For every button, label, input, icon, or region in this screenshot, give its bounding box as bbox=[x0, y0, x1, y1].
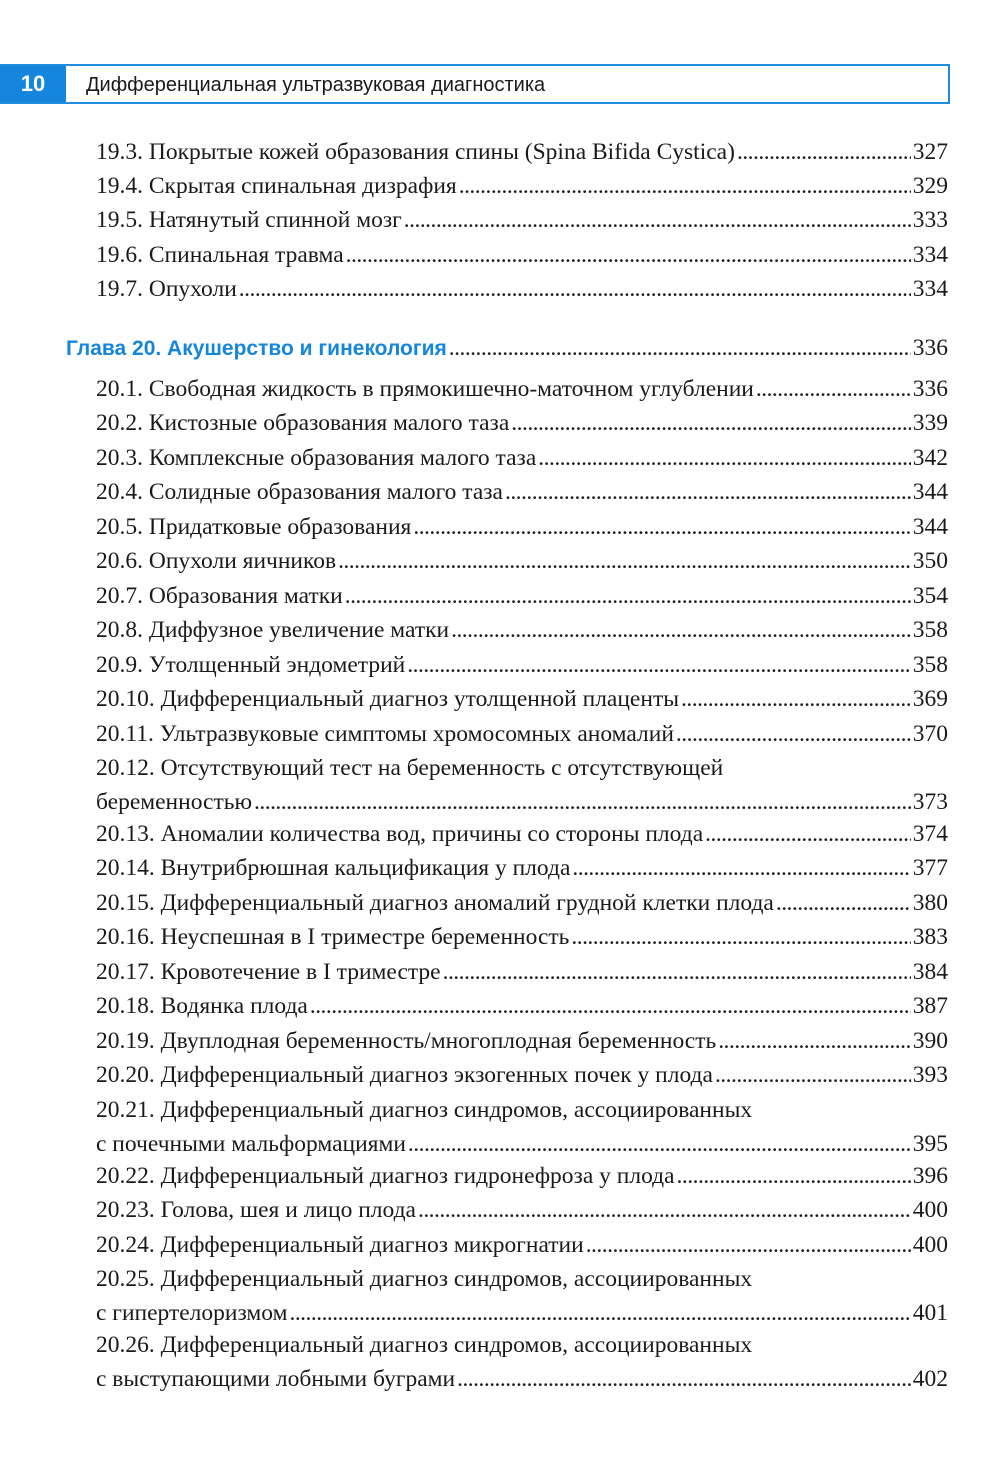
toc-entry-20-25 bbox=[96, 1262, 948, 1330]
leader-dots bbox=[572, 851, 910, 885]
toc-page-number: 400 bbox=[912, 1197, 948, 1223]
toc-page-number: 370 bbox=[912, 721, 948, 747]
toc-entry-label-line1: 20.21. Дифференциальный диагноз синдромов, ассоциированных bbox=[96, 1097, 753, 1123]
toc-page-number: 396 bbox=[912, 1163, 948, 1189]
toc-page-number: 369 bbox=[912, 686, 948, 712]
leader-dots bbox=[254, 785, 911, 819]
toc-page-number: 402 bbox=[912, 1366, 948, 1392]
toc-entry-label: 20.14. Внутрибрюшная кальцификация у плода bbox=[96, 855, 571, 881]
toc-entry-label: 20.13. Аномалии количества вод, причины со стороны плода bbox=[96, 821, 704, 847]
toc-page-number: 374 bbox=[912, 821, 948, 847]
toc-entry-20-11 bbox=[96, 717, 948, 751]
toc-entry-19-3 bbox=[96, 135, 948, 169]
toc-entry-20-21 bbox=[96, 1093, 948, 1161]
leader-dots bbox=[681, 682, 911, 716]
toc-entry-label: 20.15. Дифференциальный диагноз аномалий грудной клетки плода bbox=[96, 890, 774, 916]
leader-dots bbox=[676, 717, 911, 751]
leader-dots bbox=[505, 475, 911, 509]
toc-page-number: 342 bbox=[912, 445, 948, 471]
leader-dots bbox=[310, 989, 911, 1023]
toc-entry-label: 20.19. Двуплодная беременность/многоплодная беременность bbox=[96, 1028, 717, 1054]
toc-entry-label: 20.5. Придатковые образования bbox=[96, 514, 412, 540]
leader-dots bbox=[418, 1193, 911, 1227]
leader-dots bbox=[289, 1296, 910, 1330]
toc-page-number: 339 bbox=[912, 410, 948, 436]
leader-dots bbox=[586, 1228, 911, 1262]
toc-entry-20-1 bbox=[96, 372, 948, 406]
toc-entry-20-20 bbox=[96, 1058, 948, 1092]
toc-entry-label: 20.17. Кровотечение в I триместре bbox=[96, 959, 441, 985]
leader-dots bbox=[443, 955, 911, 989]
toc-entry-label: 20.3. Комплексные образования малого таза bbox=[96, 445, 537, 471]
leader-dots bbox=[346, 238, 911, 272]
leader-dots bbox=[705, 817, 911, 851]
toc-page-number: 395 bbox=[912, 1131, 948, 1157]
leader-dots bbox=[345, 579, 911, 613]
toc-page-number: 327 bbox=[912, 139, 948, 165]
page-number-badge: 10 bbox=[0, 66, 66, 102]
toc-entry-20-14 bbox=[96, 851, 948, 885]
leader-dots bbox=[571, 920, 910, 954]
leader-dots bbox=[408, 1127, 911, 1161]
toc-entry-20-2 bbox=[96, 406, 948, 440]
toc-page-number: 354 bbox=[912, 583, 948, 609]
toc-page-number: 344 bbox=[912, 479, 948, 505]
toc-entry-20-24 bbox=[96, 1228, 948, 1262]
toc-entry-label: 20.16. Неуспешная в I триместре беременность bbox=[96, 924, 570, 950]
leader-dots bbox=[449, 331, 911, 365]
toc-page-number: 334 bbox=[912, 276, 948, 302]
toc-page-number: 333 bbox=[912, 207, 948, 233]
toc-entry-label: 20.10. Дифференциальный диагноз утолщенной плаценты bbox=[96, 686, 680, 712]
toc-entry-label: беременностью bbox=[96, 789, 253, 815]
toc-entry-20-15 bbox=[96, 886, 948, 920]
toc-entry-20-23 bbox=[96, 1193, 948, 1227]
leader-dots bbox=[404, 203, 911, 237]
leader-dots bbox=[451, 613, 911, 647]
toc-entry-label: 19.4. Скрытая спинальная дизрафия bbox=[96, 173, 457, 199]
toc-entry-20-17 bbox=[96, 955, 948, 989]
toc-entry-label: 19.3. Покрытые кожей образования спины (Spina Bifida Cystica) bbox=[96, 139, 735, 165]
chapter-title: Глава 20. Акушерство и гинекология bbox=[66, 337, 447, 360]
toc-entry-label: 20.20. Дифференциальный диагноз экзогенных почек у плода bbox=[96, 1062, 713, 1088]
toc-entry-19-5 bbox=[96, 203, 948, 237]
leader-dots bbox=[737, 135, 911, 169]
toc-entry-label: 20.22. Дифференциальный диагноз гидронефроза у плода bbox=[96, 1163, 675, 1189]
toc-entry-label: 20.6. Опухоли яичников bbox=[96, 548, 337, 574]
toc-page-number: 380 bbox=[912, 890, 948, 916]
toc-entry-20-3 bbox=[96, 441, 948, 475]
leader-dots bbox=[407, 648, 911, 682]
toc-entry-label-line1: 20.25. Дифференциальный диагноз синдромов, ассоциированных bbox=[96, 1266, 753, 1292]
toc-entry-label: 20.24. Дифференциальный диагноз микрогнатии bbox=[96, 1232, 584, 1258]
toc-page-number: 329 bbox=[912, 173, 948, 199]
toc-entry-20-12 bbox=[96, 751, 948, 819]
toc-entry-label: 20.9. Утолщенный эндометрий bbox=[96, 652, 406, 678]
leader-dots bbox=[459, 169, 911, 203]
toc-entry-label: 20.8. Диффузное увеличение матки bbox=[96, 617, 450, 643]
toc-entry-label-line1: 20.12. Отсутствующий тест на беременность с отсутствующей bbox=[96, 755, 724, 781]
toc-page-number: 400 bbox=[912, 1232, 948, 1258]
toc-entry-20-8 bbox=[96, 613, 948, 647]
toc-page-number: 384 bbox=[912, 959, 948, 985]
toc-entry-20-22 bbox=[96, 1159, 948, 1193]
toc-page-number: 344 bbox=[912, 514, 948, 540]
leader-dots bbox=[413, 510, 910, 544]
toc-entry-label: 20.18. Водянка плода bbox=[96, 993, 308, 1019]
toc-entry-20-13 bbox=[96, 817, 948, 851]
toc-entry-label: 20.4. Солидные образования малого таза bbox=[96, 479, 503, 505]
toc-entry-label: с гипертелоризмом bbox=[96, 1300, 288, 1326]
toc-entry-label: 20.2. Кистозные образования малого таза bbox=[96, 410, 510, 436]
toc-entry-label-line1: 20.26. Дифференциальный диагноз синдромов, ассоциированных bbox=[96, 1332, 753, 1358]
toc-page-number: 377 bbox=[912, 855, 948, 881]
toc-page-number: 401 bbox=[912, 1300, 948, 1326]
toc-entry-20-18 bbox=[96, 989, 948, 1023]
toc-entry-20-16 bbox=[96, 920, 948, 954]
leader-dots bbox=[677, 1159, 911, 1193]
toc-entry-label: 20.1. Свободная жидкость в прямокишечно-маточном углублении bbox=[96, 376, 754, 402]
toc-page-number: 387 bbox=[912, 993, 948, 1019]
toc-entry-20-10 bbox=[96, 682, 948, 716]
toc-entry-19-6 bbox=[96, 238, 948, 272]
leader-dots bbox=[715, 1058, 911, 1092]
toc-entry-label: 19.5. Натянутый спинной мозг bbox=[96, 207, 402, 233]
toc-entry-label: 19.6. Спинальная травма bbox=[96, 242, 344, 268]
toc-entry-label: 20.23. Голова, шея и лицо плода bbox=[96, 1197, 416, 1223]
toc-page-number: 373 bbox=[912, 789, 948, 815]
leader-dots bbox=[239, 272, 911, 306]
toc-entry-19-4 bbox=[96, 169, 948, 203]
running-header-title: Дифференциальная ультразвуковая диагностика bbox=[86, 74, 546, 96]
toc-entry-20-4 bbox=[96, 475, 948, 509]
leader-dots bbox=[718, 1024, 911, 1058]
toc-entry-20-9 bbox=[96, 648, 948, 682]
toc-page-number: 334 bbox=[912, 242, 948, 268]
toc-entry-19-7 bbox=[96, 272, 948, 306]
toc-entry-20-5 bbox=[96, 510, 948, 544]
toc-page-number: 336 bbox=[912, 376, 948, 402]
leader-dots bbox=[511, 406, 910, 440]
toc-page-number: 393 bbox=[912, 1062, 948, 1088]
toc-entry-label: с выступающими лобными буграми bbox=[96, 1366, 456, 1392]
toc-page-number: 358 bbox=[912, 652, 948, 678]
toc-page-number: 383 bbox=[912, 924, 948, 950]
toc-entry-20-26 bbox=[96, 1328, 948, 1396]
toc-page-number: 358 bbox=[912, 617, 948, 643]
toc-entry-20-6 bbox=[96, 544, 948, 578]
leader-dots bbox=[538, 441, 910, 475]
toc-page-number: 350 bbox=[912, 548, 948, 574]
leader-dots bbox=[756, 372, 911, 406]
toc-entry-label: 20.7. Образования матки bbox=[96, 583, 343, 609]
toc-page-number: 390 bbox=[912, 1028, 948, 1054]
toc-page-number: 336 bbox=[912, 335, 948, 361]
leader-dots bbox=[338, 544, 911, 578]
toc-entry-20-19 bbox=[96, 1024, 948, 1058]
toc-entry-label: с почечными мальформациями bbox=[96, 1131, 406, 1157]
leader-dots bbox=[776, 886, 911, 920]
toc-entry-label: 19.7. Опухоли bbox=[96, 276, 237, 302]
leader-dots bbox=[457, 1362, 911, 1396]
toc-entry-label: 20.11. Ультразвуковые симптомы хромосомных аномалий bbox=[96, 721, 674, 747]
toc-chapter-20 bbox=[66, 331, 948, 365]
toc-entry-20-7 bbox=[96, 579, 948, 613]
